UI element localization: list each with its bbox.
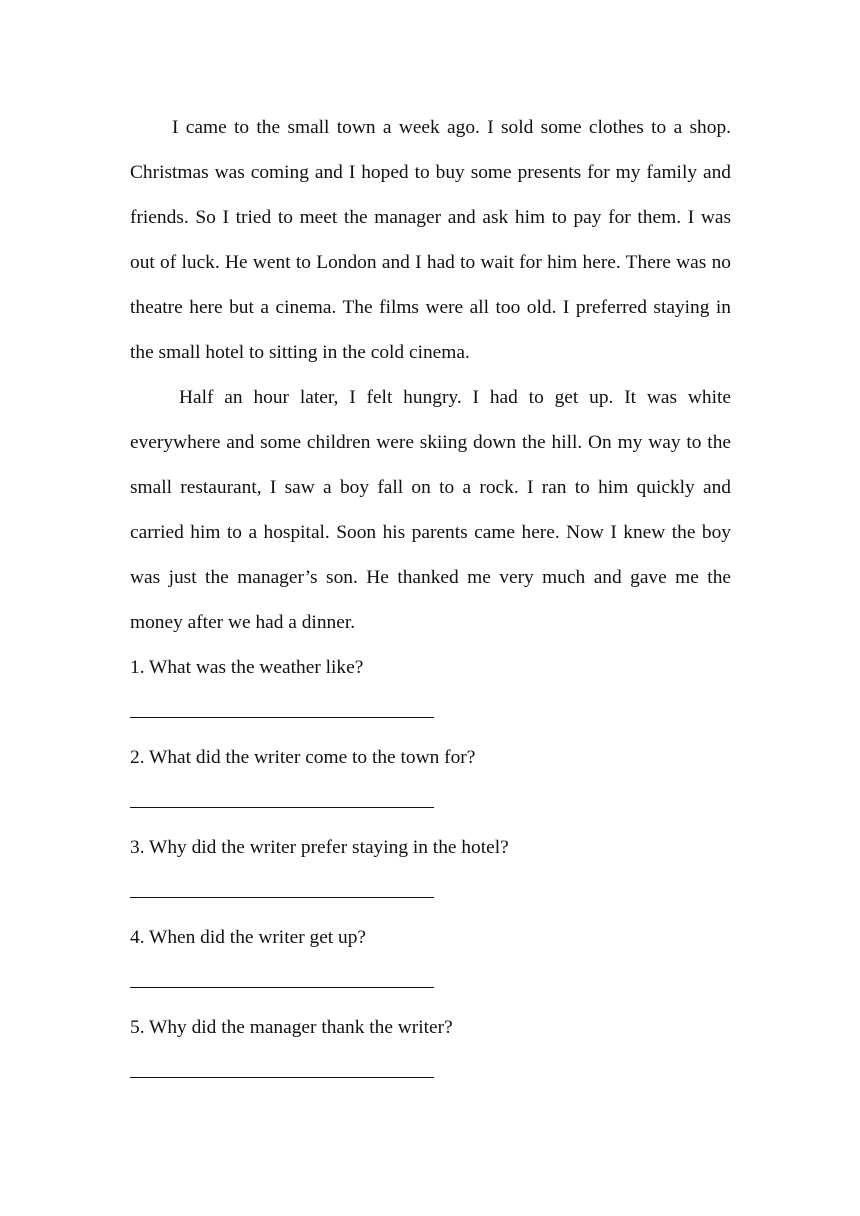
question-item: [130, 645, 731, 735]
document-page: [130, 105, 731, 1095]
passage-paragraph-2: Half an hour later, I felt hungry. I had to get up. It was white everywhere and some children were skiing down the hill. On my way to the small restaurant, I saw a boy fall on to a rock. I ran to him quickly and carried him to a hospital. Soon his parents came here. Now I knew the boy was just the manager’s son. He thanked me very much and gave me the money after we had a dinner.: [130, 387, 731, 633]
question-text: 3. Why did the writer prefer staying in the hotel?: [130, 837, 509, 858]
answer-blank[interactable]: [130, 690, 731, 735]
answer-underline: [130, 717, 434, 718]
question-text: 2. What did the writer come to the town for?: [130, 747, 476, 768]
answer-underline: [130, 1077, 434, 1078]
question-item: [130, 735, 731, 825]
question-item: [130, 1005, 731, 1095]
answer-underline: [130, 987, 434, 988]
answer-blank[interactable]: [130, 960, 731, 1005]
answer-underline: [130, 897, 434, 898]
question-text: 4. When did the writer get up?: [130, 927, 367, 948]
question-text: 1. What was the weather like?: [130, 657, 364, 678]
answer-blank[interactable]: [130, 870, 731, 915]
passage-paragraph-1: I came to the small town a week ago. I sold some clothes to a shop. Christmas was coming and I hoped to buy some presents for my family and friends. So I tried to meet the manager and ask him to pay for them. I was out of luck. He went to London and I had to wait for him here. There was no theatre here but a cinema. The films were all too old. I preferred staying in the small hotel to sitting in the cold cinema.: [130, 117, 731, 363]
question-item: [130, 825, 731, 915]
answer-blank[interactable]: [130, 780, 731, 825]
answer-blank[interactable]: [130, 1050, 731, 1095]
question-list: [130, 645, 731, 1095]
question-text: 5. Why did the manager thank the writer?: [130, 1017, 453, 1038]
answer-underline: [130, 807, 434, 808]
question-item: [130, 915, 731, 1005]
